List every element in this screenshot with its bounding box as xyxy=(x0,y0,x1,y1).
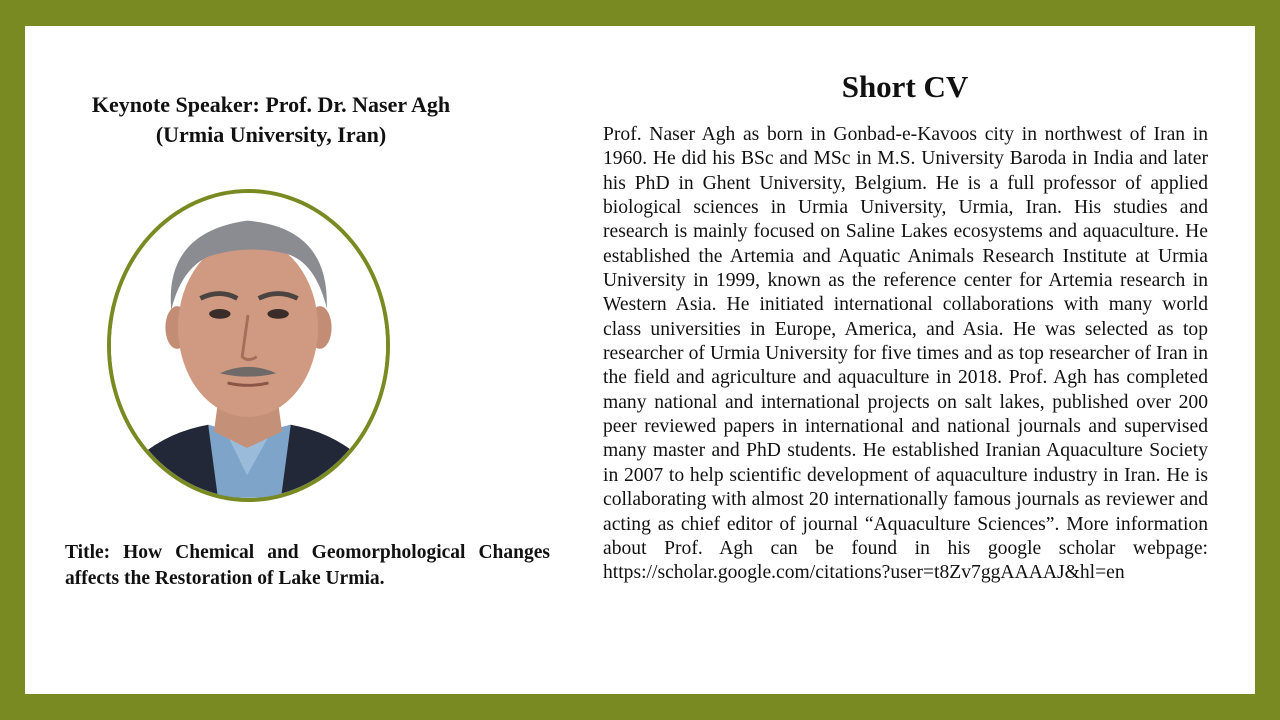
cv-body: Prof. Naser Agh as born in Gonbad-e-Kavoos city in northwest of Iran in 1960. He did his BSc and MSc in M.S. University Baroda in India and later his PhD in Ghent University, Belgium. He is a full professor of applied biological sciences in Urmia University, Urmia, Iran. His studies and research is mainly focused on Saline Lakes ecosystems and aquaculture. He established the Artemia and Aquatic Animals Research Institute at Urmia University in 1999, known as the reference center for Artemia research in Western Asia. He initiated international collaborations with many world class universities in Europe, America, and Asia. He was selected as top researcher of Urmia University for five times and as top researcher of Iran in the field and agriculture and aquaculture in 2018. Prof. Agh has completed many national and international projects on salt lakes, published over 200 peer reviewed papers in international and national journals and supervised many master and PhD students. He established Iranian Aquaculture Society in 2007 to help scientific development of aquaculture industry in Iran. He is collaborating with almost 20 internationally famous journals as reviewer and acting as chief editor of journal “Aquaculture Sciences”. More information about Prof. Agh can be found in his google scholar webpage: https://scholar.google.com/citations?user=t8Zv7ggAAAAJ&hl=en xyxy=(603,124,1208,584)
speaker-affiliation: (Urmia University, Iran) xyxy=(155,122,387,147)
speaker-heading xyxy=(55,90,487,150)
slide xyxy=(25,26,1255,694)
portrait-photo-icon xyxy=(111,193,386,498)
speaker-portrait xyxy=(107,189,390,502)
cv-heading: Short CV xyxy=(841,69,969,104)
talk-title: Title: How Chemical and Geomorphological Changes affects the Restoration of Lake Urmia. xyxy=(65,542,550,589)
speaker-name: Keynote Speaker: Prof. Dr. Naser Agh xyxy=(91,92,451,117)
